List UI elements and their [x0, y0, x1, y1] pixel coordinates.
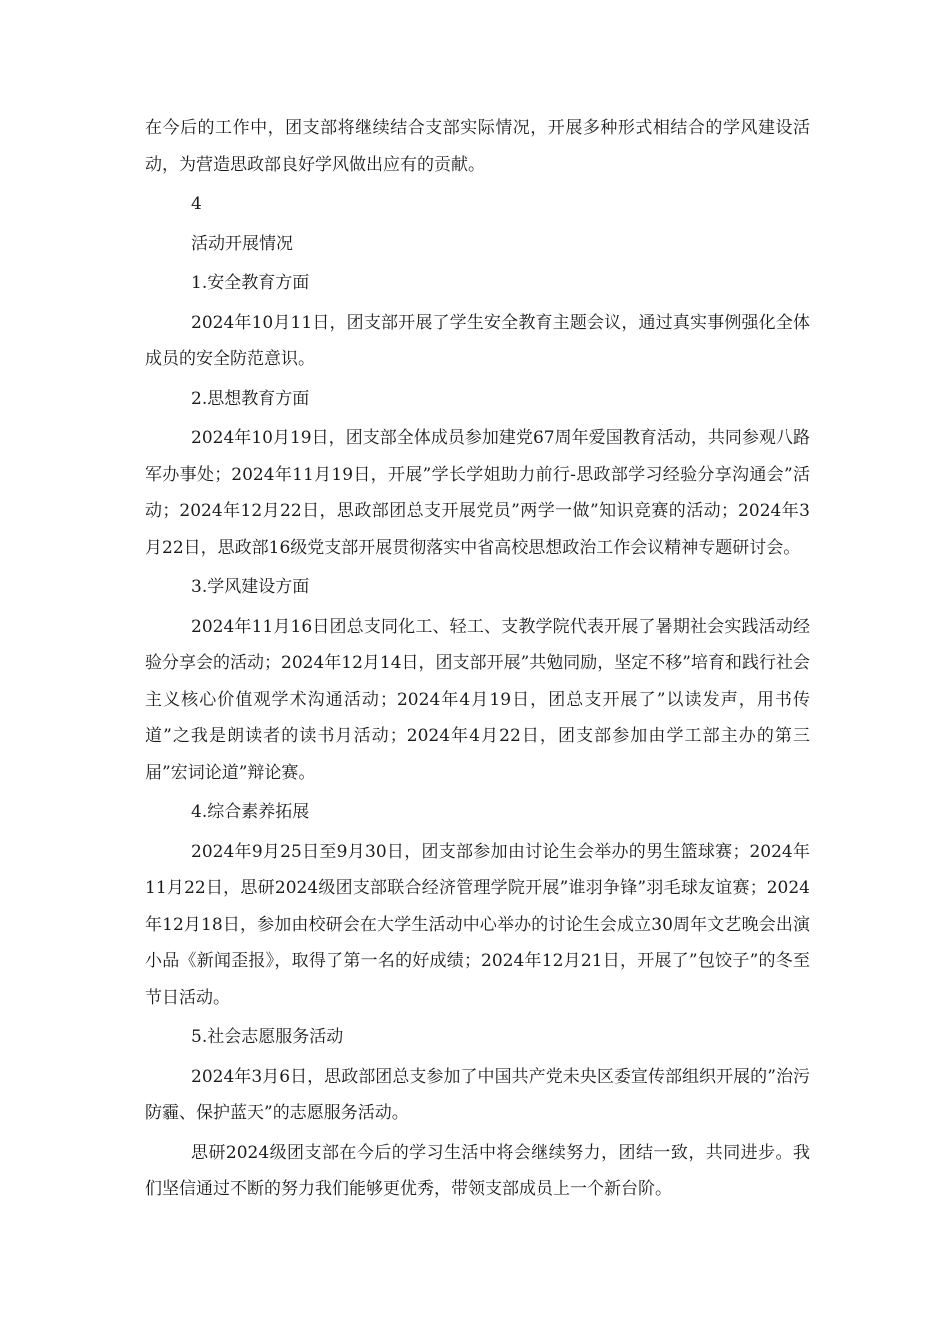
- closing-paragraph: 思研2024级团支部在今后的学习生活中将会继续努力，团结一致，共同进步。我们坚信通过不断的努力我们能够更优秀，带领支部成员上一个新台阶。: [145, 1142, 810, 1199]
- paragraph-volunteer: 2024年3月6日，思政部团总支参加了中国共产党未央区委宣传部组织开展的”治污防霾、保护蓝天”的志愿服务活动。: [145, 1066, 810, 1123]
- section-heading: 活动开展情况: [191, 233, 293, 254]
- paragraph-comprehensive: 2024年9月25日至9月30日，团支部参加由讨论生会举办的男生篮球赛；2024年11月22日，思研2024级团支部联合经济管理学院开展”谁羽争锋”羽毛球友谊赛；2024年12月18日，参加由校研会在大学生活动中心举办的讨论生会成立30周年文艺晚会出演小品《新闻歪报》，取得了第一名的好成绩；2024年12月21日，开展了”包饺子”的冬至节日活动。: [145, 841, 810, 1008]
- subheading-safety: 1.安全教育方面: [191, 273, 310, 293]
- subheading-volunteer: 5.社会志愿服务活动: [191, 1027, 344, 1047]
- subheading-ideology: 2.思想教育方面: [191, 388, 310, 409]
- subheading-study-style: 3.学风建设方面: [191, 577, 310, 597]
- paragraph-safety: 2024年10月11日，团支部开展了学生安全教育主题会议，通过真实事例强化全体成员的安全防范意识。: [145, 312, 810, 369]
- paragraph-study-style: 2024年11月16日团总支同化工、轻工、支教学院代表开展了暑期社会实践活动经验分享会的活动；2024年12月14日，团支部开展”共勉同励，坚定不移”培育和践行社会主义核心价值观学术沟通活动；2024年4月19日，团总支开展了”以读发声，用书传道”之我是朗读者的读书月活动；2024年4月22日，团支部参加由学工部主办的第三届”宏词论道”辩论赛。: [145, 616, 810, 783]
- document-body: [145, 110, 810, 1208]
- subheading-comprehensive: 4.综合素养拓展: [191, 802, 310, 822]
- page-number-line: 4: [191, 194, 202, 214]
- paragraph-ideology: 2024年10月19日，团支部全体成员参加建党67周年爱国教育活动，共同参观八路军办事处；2024年11月19日，开展”学长学姐助力前行-思政部学习经验分享沟通会”活动；2024年12月22日，思政部团总支开展党员”两学一做”知识竞赛的活动；2024年3月22日，思政部16级党支部开展贯彻落实中省高校思想政治工作会议精神专题研讨会。: [145, 428, 810, 558]
- closing-paragraph-previous: 在今后的工作中，团支部将继续结合支部实际情况，开展多种形式相结合的学风建设活动，为营造思政部良好学风做出应有的贡献。: [145, 118, 810, 175]
